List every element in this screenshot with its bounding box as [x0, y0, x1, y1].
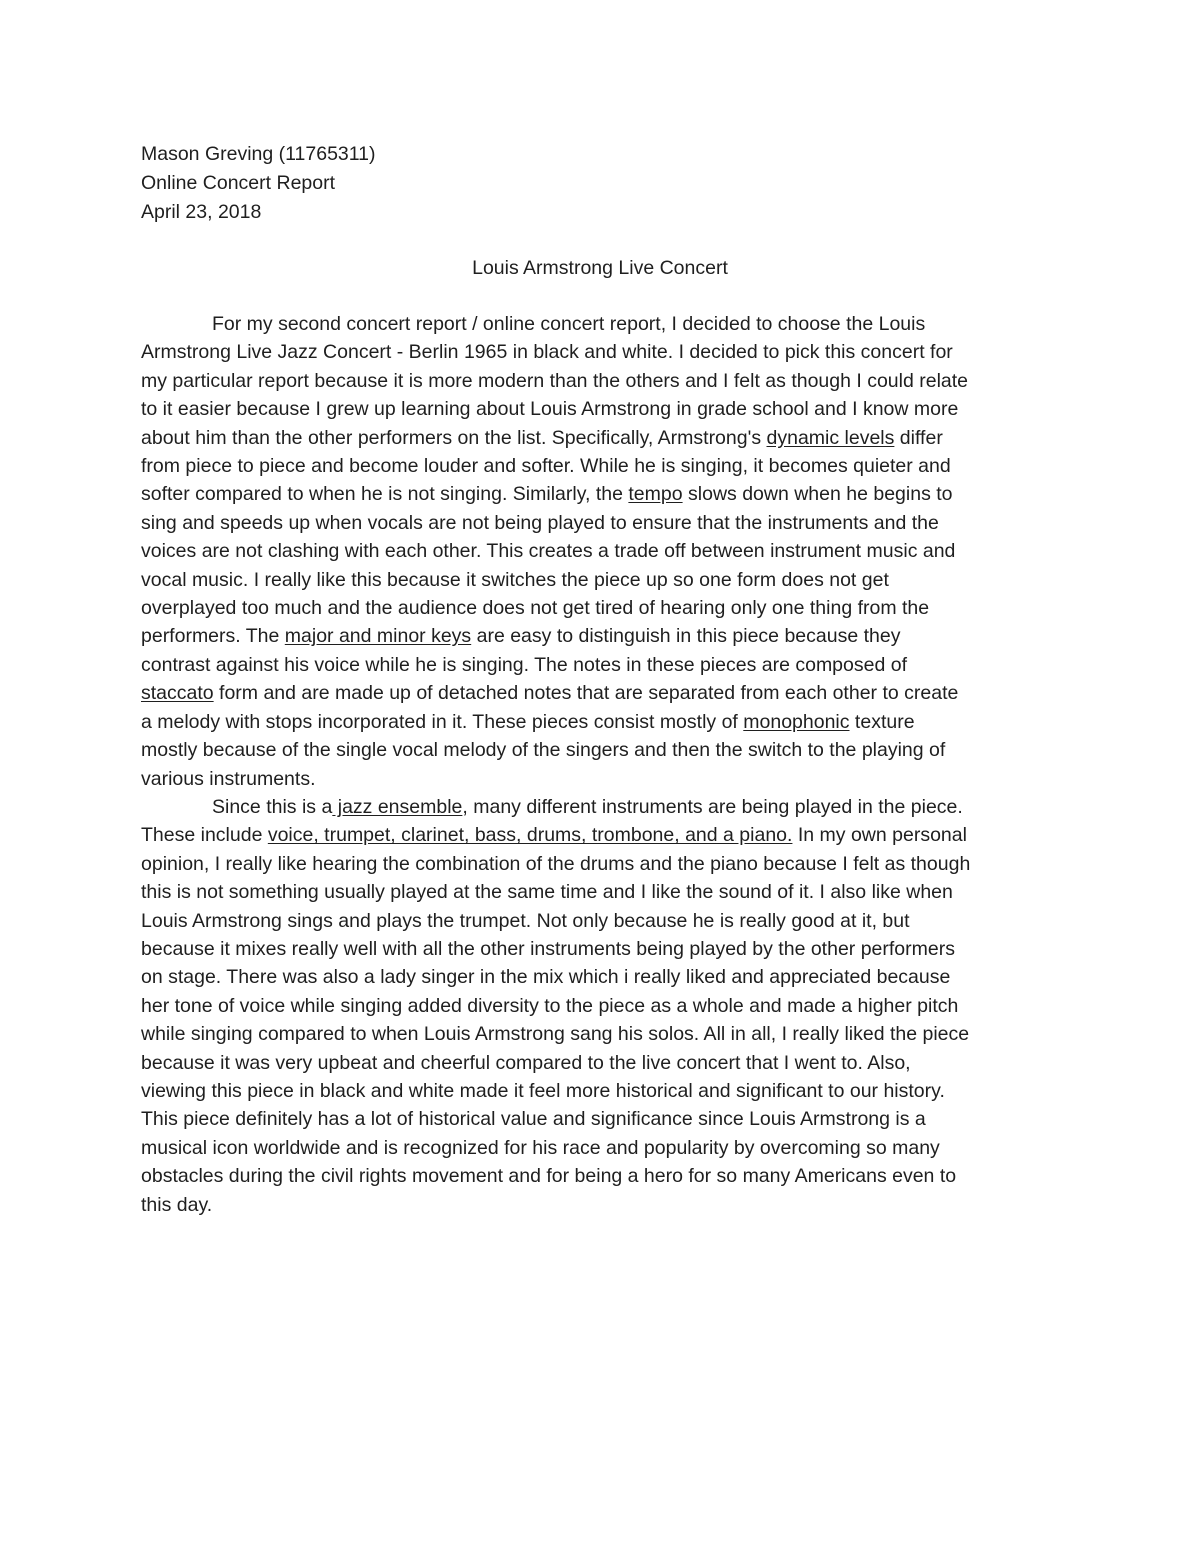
text-run: Since this is a — [212, 795, 333, 818]
text-line — [141, 622, 970, 650]
text-line — [141, 907, 970, 935]
text-run: texture — [849, 710, 915, 733]
text-run: overplayed too much and the audience does not get tired of hearing only one thing from the — [141, 597, 930, 620]
paragraph — [141, 310, 970, 793]
text-run: mostly because of the single vocal melody of the singers and then the switch to the playing of — [141, 739, 946, 762]
text-line — [141, 537, 970, 565]
underlined-term: major and minor keys — [284, 625, 472, 648]
text-run: this day. — [141, 1193, 213, 1216]
underlined-term: jazz ensemble — [332, 795, 463, 818]
text-line — [141, 935, 970, 963]
text-line — [141, 566, 970, 594]
document-header — [141, 140, 376, 227]
text-line — [141, 992, 970, 1020]
text-line — [141, 1077, 970, 1105]
text-run: In my own personal — [792, 824, 967, 847]
text-line — [141, 1191, 970, 1219]
text-line — [141, 1162, 970, 1190]
text-run: obstacles during the civil rights movement and for being a hero for so many Americans even to — [141, 1165, 957, 1188]
underlined-term: monophonic — [743, 710, 850, 733]
date-line: April 23, 2018 — [141, 201, 262, 223]
text-line — [141, 310, 970, 338]
text-run: voices are not clashing with each other. This creates a trade off between instrument music and — [141, 540, 956, 563]
text-line — [141, 480, 970, 508]
underlined-term: staccato — [141, 682, 214, 705]
text-line — [141, 679, 970, 707]
text-line — [141, 395, 970, 423]
text-run: this is not something usually played at the same time and I like the sound of it. I also like when — [141, 881, 953, 904]
text-line — [141, 338, 970, 366]
text-run: , many different instruments are being played in the piece. — [462, 795, 963, 818]
text-run: are easy to distinguish in this piece because they — [471, 625, 901, 648]
text-line — [141, 651, 970, 679]
text-line — [141, 708, 970, 736]
text-line — [141, 594, 970, 622]
text-run: musical icon worldwide and is recognized for his race and popularity by overcoming so many — [141, 1136, 940, 1159]
underlined-term: voice, trumpet, clarinet, bass, drums, trombone, and a piano. — [267, 824, 793, 847]
text-line — [141, 1020, 970, 1048]
text-run: Louis Armstrong sings and plays the trumpet. Not only because he is really good at it, but — [141, 909, 910, 932]
text-run: This piece definitely has a lot of historical value and significance since Louis Armstrong is a — [141, 1108, 926, 1131]
text-run: while singing compared to when Louis Armstrong sang his solos. All in all, I really liked the piece — [141, 1023, 970, 1046]
text-line — [141, 821, 970, 849]
text-run: on stage. There was also a lady singer in the mix which i really liked and appreciated because — [141, 966, 951, 989]
text-line — [141, 1049, 970, 1077]
text-run: from piece to piece and become louder and softer. While he is singing, it becomes quieter and — [141, 455, 951, 478]
text-run: form and are made up of detached notes that are separated from each other to create — [213, 682, 959, 705]
text-run: vocal music. I really like this because it switches the piece up so one form does not get — [141, 568, 889, 591]
text-run: my particular report because it is more modern than the others and I felt as though I could relate — [141, 369, 969, 392]
text-line — [141, 793, 970, 821]
text-line — [141, 367, 970, 395]
author-line: Mason Greving (11765311) — [141, 143, 376, 165]
document-body — [141, 310, 970, 1219]
text-line — [141, 424, 970, 452]
text-run: contrast against his voice while he is singing. The notes in these pieces are composed of — [141, 653, 907, 676]
text-run: These include — [141, 824, 268, 847]
text-line — [141, 452, 970, 480]
text-run: viewing this piece in black and white made it feel more historical and significant to our history. — [141, 1079, 945, 1102]
text-run: softer compared to when he is not singing. Similarly, the — [141, 483, 629, 506]
text-run: performers. The — [141, 625, 285, 648]
text-run: sing and speeds up when vocals are not being played to ensure that the instruments and the — [141, 511, 939, 534]
text-run: Armstrong Live Jazz Concert - Berlin 1965 in black and white. I decided to pick this concert for — [141, 341, 953, 364]
text-line — [141, 1134, 970, 1162]
text-line — [141, 736, 970, 764]
text-run: slows down when he begins to — [682, 483, 953, 506]
underlined-term: dynamic levels — [766, 426, 895, 449]
text-run: differ — [894, 426, 943, 449]
text-run: various instruments. — [141, 767, 316, 790]
paragraph — [141, 793, 970, 1219]
text-line — [141, 878, 970, 906]
text-run: about him than the other performers on the list. Specifically, Armstrong's — [141, 426, 767, 449]
underlined-term: tempo — [628, 483, 683, 506]
text-line — [141, 850, 970, 878]
text-line — [141, 963, 970, 991]
text-run: because it mixes really well with all the other instruments being played by the other performers — [141, 937, 955, 960]
text-line — [141, 765, 970, 793]
text-run: because it was very upbeat and cheerful compared to the live concert that I went to. Also, — [141, 1051, 911, 1074]
document-title: Louis Armstrong Live Concert — [472, 257, 728, 279]
text-run: opinion, I really like hearing the combination of the drums and the piano because I felt as though — [141, 852, 971, 875]
assignment-line: Online Concert Report — [141, 172, 336, 194]
text-run: to it easier because I grew up learning about Louis Armstrong in grade school and I know more — [141, 398, 959, 421]
text-run: For my second concert report / online concert report, I decided to choose the Louis — [212, 313, 926, 335]
text-line — [141, 509, 970, 537]
text-run: her tone of voice while singing added diversity to the piece as a whole and made a higher pitch — [141, 994, 959, 1017]
text-run: a melody with stops incorporated in it. These pieces consist mostly of — [141, 710, 744, 733]
text-line — [141, 1105, 970, 1133]
